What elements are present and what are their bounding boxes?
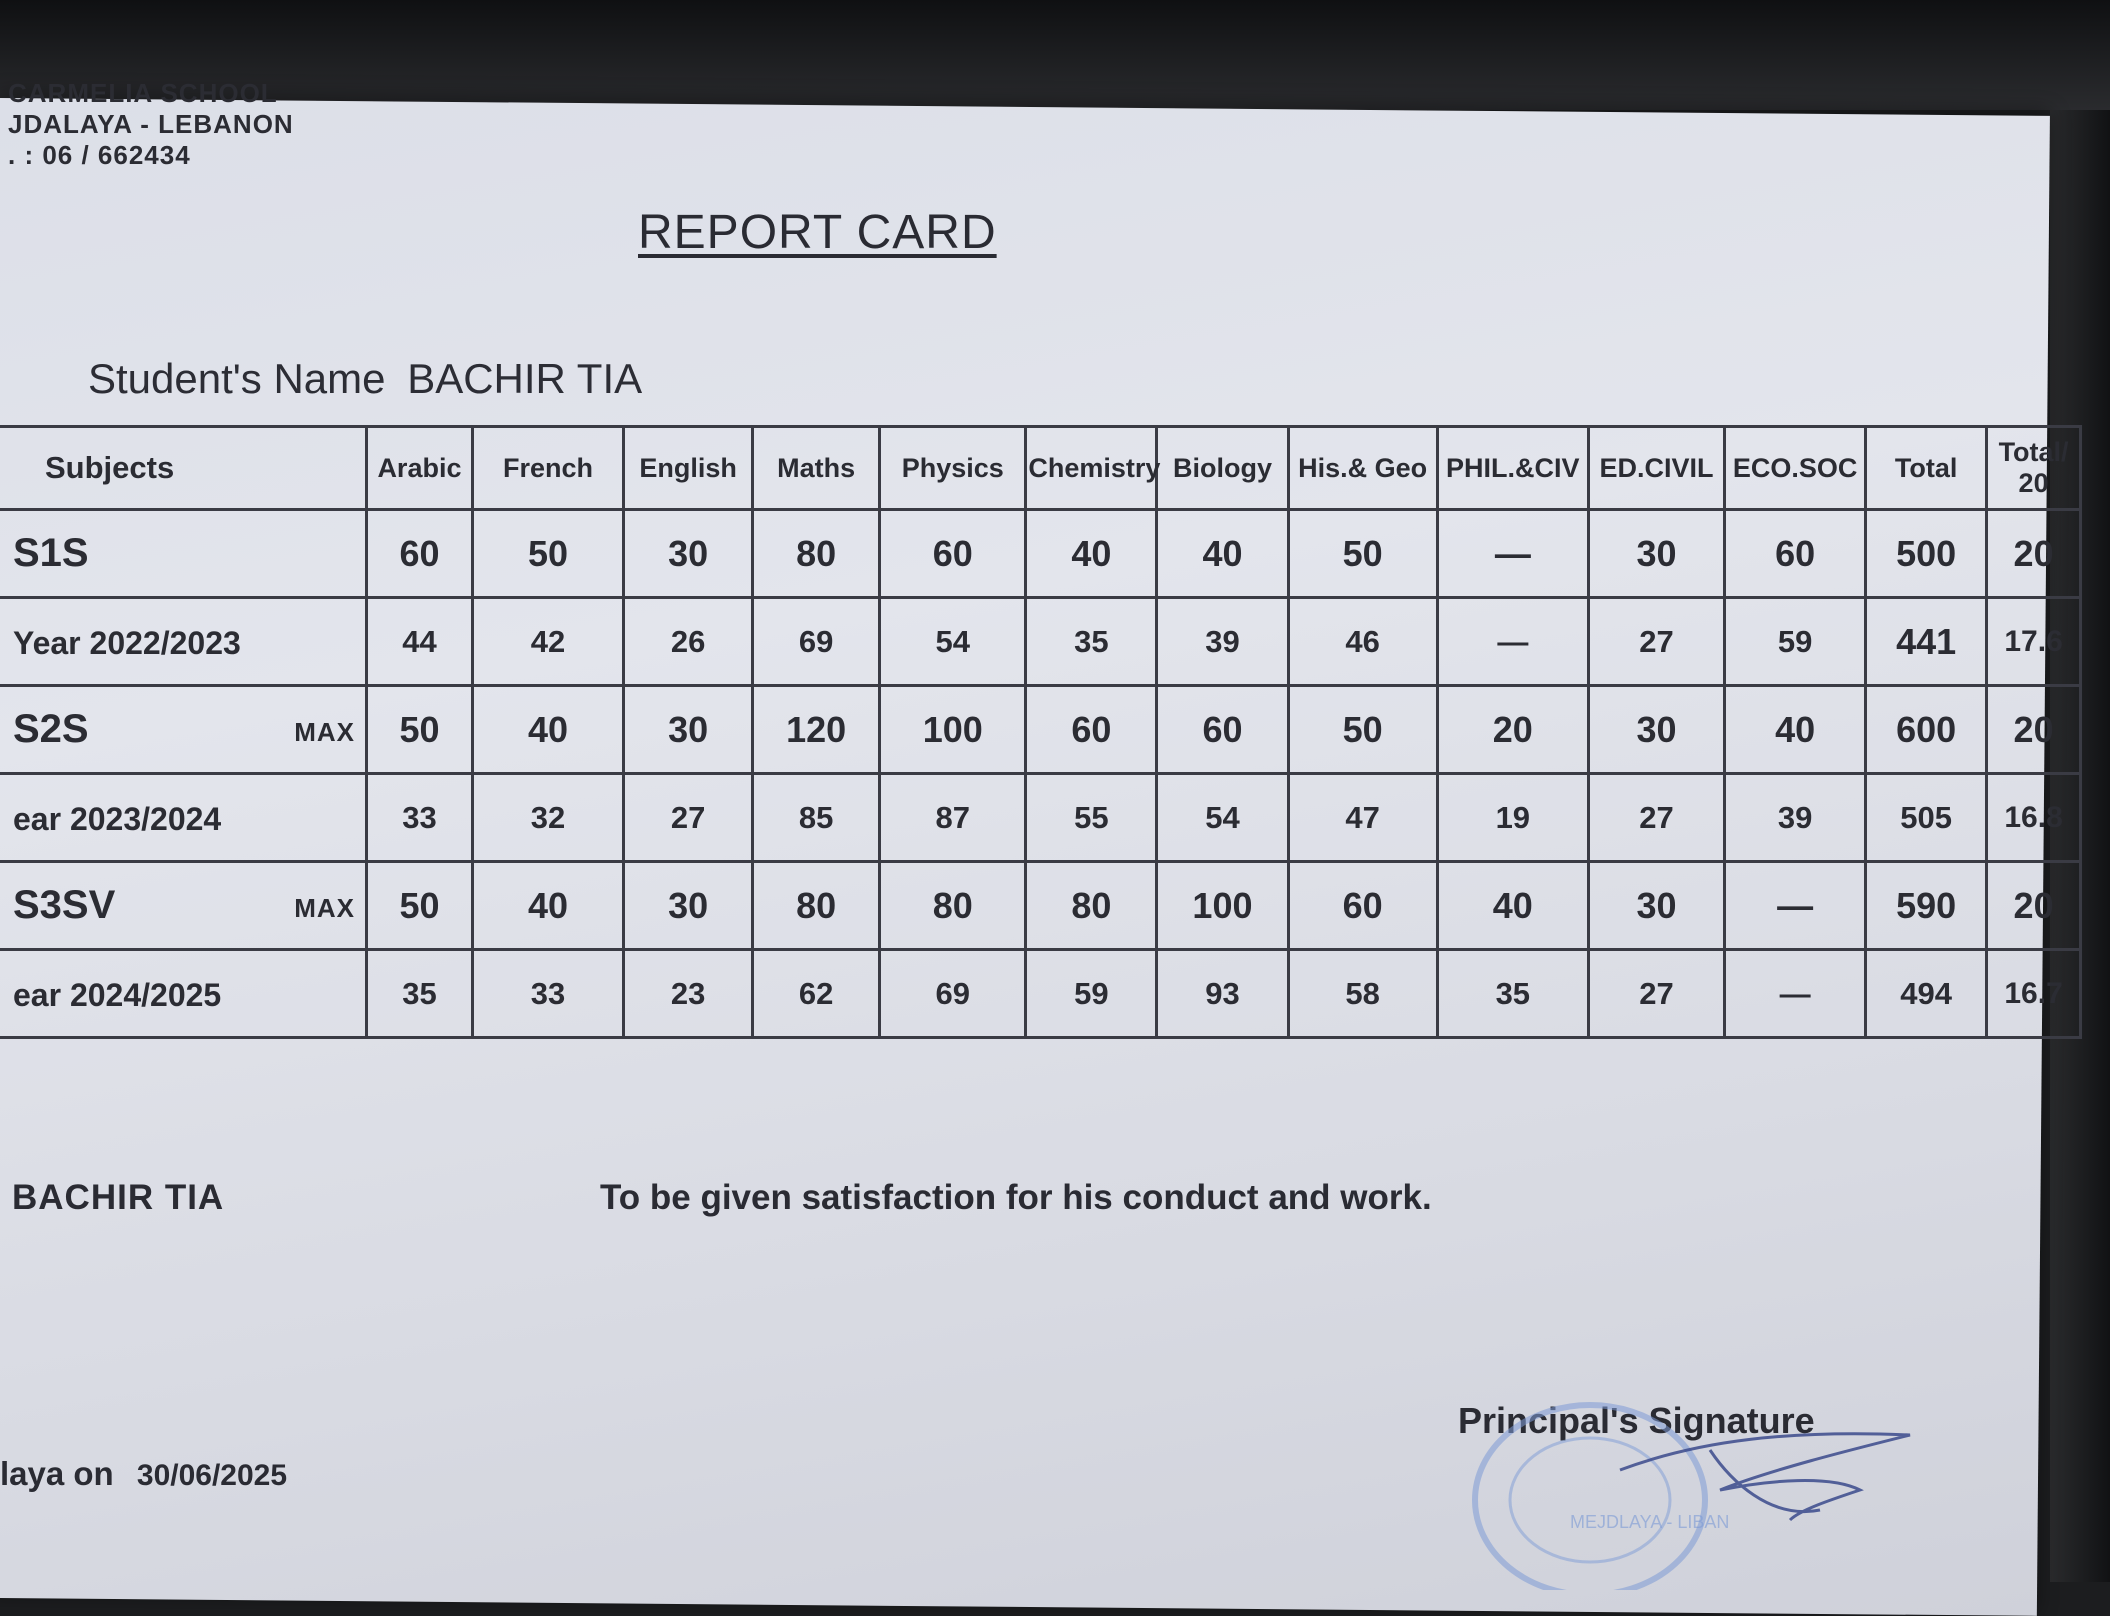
score-cell: 39 [1725, 774, 1866, 862]
max-cell: 80 [1026, 862, 1157, 950]
score-cell: 26 [624, 598, 753, 686]
max-cell: 20 [1987, 510, 2081, 598]
grades-table [0, 425, 2082, 1039]
max-cell: 60 [880, 510, 1026, 598]
class-label-cell [0, 686, 367, 774]
column-header: ECO.SOC [1725, 427, 1866, 510]
score-cell: 17.6 [1987, 598, 2081, 686]
score-cell: 33 [367, 774, 473, 862]
class-name: S3SV [13, 883, 116, 927]
column-header: Maths [753, 427, 880, 510]
score-cell: 59 [1725, 598, 1866, 686]
table-header-row [0, 427, 2081, 510]
max-cell: 60 [1026, 686, 1157, 774]
max-cell: 60 [1288, 862, 1437, 950]
score-cell: 494 [1866, 950, 1987, 1038]
class-name: S1S [13, 531, 89, 575]
class-label-cell [0, 862, 367, 950]
score-cell: 32 [472, 774, 623, 862]
score-cell: 87 [880, 774, 1026, 862]
score-cell: 54 [1157, 774, 1288, 862]
max-label: MAX [294, 893, 356, 923]
column-header: Physics [880, 427, 1026, 510]
max-cell: 40 [472, 686, 623, 774]
max-cell: 30 [1588, 862, 1724, 950]
school-name: CARMELIA SCHOOL [8, 78, 278, 108]
max-cell: 30 [624, 510, 753, 598]
column-header: Arabic [367, 427, 473, 510]
max-cell: 40 [1725, 686, 1866, 774]
score-cell: 47 [1288, 774, 1437, 862]
class-name: S2S [13, 707, 89, 751]
score-cell: 44 [367, 598, 473, 686]
max-cell: 100 [880, 686, 1026, 774]
place-label: laya on [0, 1455, 114, 1492]
max-cell: — [1725, 862, 1866, 950]
score-cell: 35 [1437, 950, 1588, 1038]
score-cell: 35 [1026, 598, 1157, 686]
year-label-cell [0, 774, 367, 862]
column-header: Biology [1157, 427, 1288, 510]
score-cell: 23 [624, 950, 753, 1038]
column-header: His.& Geo [1288, 427, 1437, 510]
max-cell: 50 [1288, 686, 1437, 774]
table-row-score [0, 950, 2081, 1038]
max-cell: 60 [367, 510, 473, 598]
column-header: ED.CIVIL [1588, 427, 1724, 510]
school-year: ear 2024/2025 [13, 976, 222, 1013]
max-cell: 500 [1866, 510, 1987, 598]
score-cell: 62 [753, 950, 880, 1038]
score-cell: 58 [1288, 950, 1437, 1038]
max-cell: 50 [367, 686, 473, 774]
table-row-max [0, 862, 2081, 950]
score-cell: 16.7 [1987, 950, 2081, 1038]
table-row-score [0, 598, 2081, 686]
class-label-cell [0, 510, 367, 598]
max-cell: 30 [624, 686, 753, 774]
max-cell: 50 [1288, 510, 1437, 598]
max-cell: 50 [367, 862, 473, 950]
score-cell: 55 [1026, 774, 1157, 862]
score-cell: 27 [624, 774, 753, 862]
school-phone: . : 06 / 662434 [8, 140, 191, 170]
score-cell: 42 [472, 598, 623, 686]
max-cell: 40 [1437, 862, 1588, 950]
max-cell: 80 [753, 862, 880, 950]
score-cell: 59 [1026, 950, 1157, 1038]
max-cell: 20 [1437, 686, 1588, 774]
max-cell: 30 [624, 862, 753, 950]
stamp-text: MEJDLAYA - LIBAN [1570, 1512, 1730, 1532]
column-header: PHIL.&CIV [1437, 427, 1588, 510]
max-label: MAX [294, 717, 356, 747]
year-label-cell [0, 950, 367, 1038]
date-line [0, 1455, 287, 1493]
column-header: Total [1866, 427, 1987, 510]
subjects-header: Subjects [0, 427, 367, 510]
max-cell: 40 [1157, 510, 1288, 598]
score-cell: 39 [1157, 598, 1288, 686]
student-line [88, 355, 642, 403]
stamp-inner-ring [1510, 1438, 1670, 1562]
score-cell: 46 [1288, 598, 1437, 686]
score-cell: 27 [1588, 598, 1724, 686]
max-cell: 60 [1725, 510, 1866, 598]
footer-student-name: BACHIR TIA [12, 1178, 225, 1217]
score-cell: 54 [880, 598, 1026, 686]
conduct-remark: To be given satisfaction for his conduct and work. [600, 1178, 1432, 1217]
document-title: REPORT CARD [638, 206, 997, 259]
max-cell: 80 [753, 510, 880, 598]
max-cell: 20 [1987, 686, 2081, 774]
score-cell: 35 [367, 950, 473, 1038]
score-cell: 33 [472, 950, 623, 1038]
school-location: JDALAYA - LEBANON [8, 109, 294, 139]
max-cell: — [1437, 510, 1588, 598]
year-label-cell [0, 598, 367, 686]
score-cell: 16.8 [1987, 774, 2081, 862]
max-cell: 590 [1866, 862, 1987, 950]
column-header: English [624, 427, 753, 510]
score-cell: 505 [1866, 774, 1987, 862]
column-header: Chemistry [1026, 427, 1157, 510]
column-header: French [472, 427, 623, 510]
school-year: Year 2022/2023 [13, 624, 241, 661]
score-cell: 441 [1866, 598, 1987, 686]
score-cell: 27 [1588, 950, 1724, 1038]
score-cell: — [1725, 950, 1866, 1038]
score-cell: 19 [1437, 774, 1588, 862]
score-cell: 85 [753, 774, 880, 862]
max-cell: 80 [880, 862, 1026, 950]
student-name: BACHIR TIA [407, 355, 643, 402]
column-header: Total/ 20 [1987, 427, 2081, 510]
table-row-score [0, 774, 2081, 862]
max-cell: 120 [753, 686, 880, 774]
table-row-max [0, 686, 2081, 774]
max-cell: 40 [472, 862, 623, 950]
max-cell: 40 [1026, 510, 1157, 598]
school-header [8, 78, 294, 171]
score-cell: 93 [1157, 950, 1288, 1038]
school-year: ear 2023/2024 [13, 800, 222, 837]
issue-date: 30/06/2025 [136, 1459, 288, 1492]
score-cell: 69 [753, 598, 880, 686]
student-name-label: Student's Name [88, 355, 386, 402]
max-cell: 50 [472, 510, 623, 598]
score-cell: 27 [1588, 774, 1724, 862]
max-cell: 600 [1866, 686, 1987, 774]
max-cell: 30 [1588, 510, 1724, 598]
table-row-max [0, 510, 2081, 598]
max-cell: 100 [1157, 862, 1288, 950]
max-cell: 30 [1588, 686, 1724, 774]
principal-signature-label: Principal's Signature [1458, 1400, 1815, 1441]
stamp-and-signature [1470, 1380, 1930, 1590]
max-cell: 60 [1157, 686, 1288, 774]
score-cell: — [1437, 598, 1588, 686]
max-cell: 20 [1987, 862, 2081, 950]
score-cell: 69 [880, 950, 1026, 1038]
background-dark-top [0, 0, 2110, 110]
